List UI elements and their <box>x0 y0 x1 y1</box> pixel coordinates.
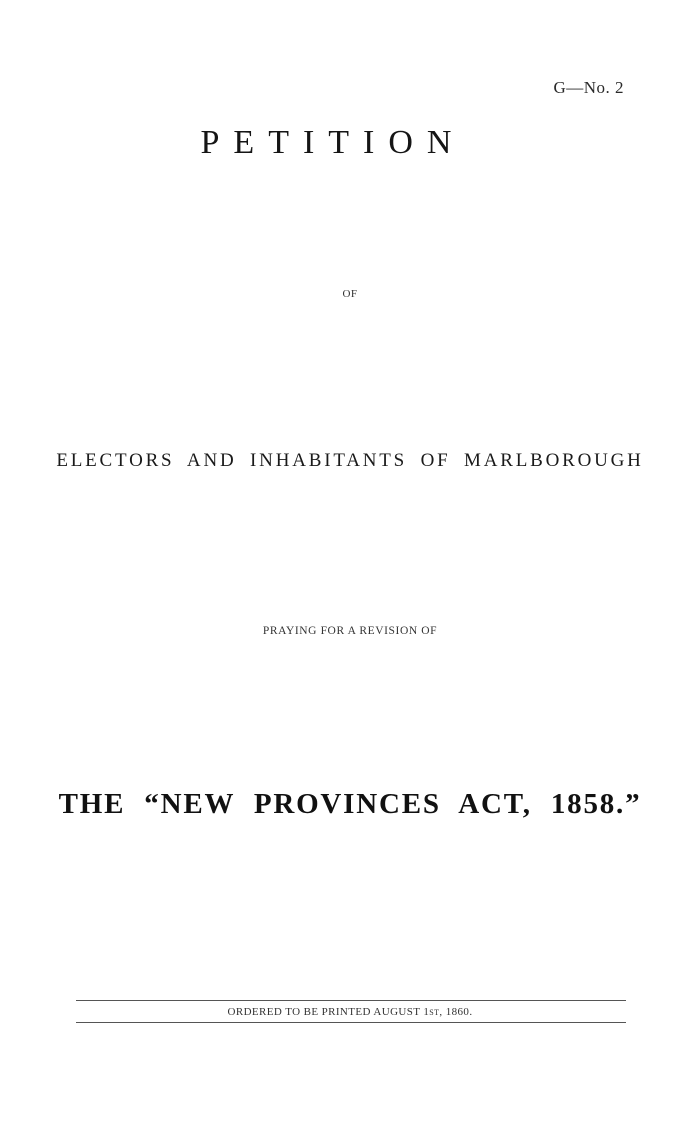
document-title <box>0 124 700 162</box>
document-number: G—No. 2 <box>553 78 624 97</box>
top-rule <box>76 1000 626 1001</box>
bottom-rule <box>76 1022 626 1023</box>
act-title: THE “NEW PROVINCES ACT, 1858.” <box>58 788 642 820</box>
printing-order <box>0 1006 700 1018</box>
printing-order-ordinal: ST <box>429 1008 440 1017</box>
printing-order-year: , 1860. <box>439 1006 473 1018</box>
printing-order-text: ORDERED TO BE PRINTED AUGUST 1 <box>227 1006 430 1018</box>
praying-line: PRAYING FOR A REVISION OF <box>262 625 438 637</box>
title-text: PETITION <box>200 124 466 161</box>
of-label: OF <box>342 288 358 300</box>
petitioners-heading: ELECTORS AND INHABITANTS OF MARLBOROUGH <box>56 450 644 471</box>
